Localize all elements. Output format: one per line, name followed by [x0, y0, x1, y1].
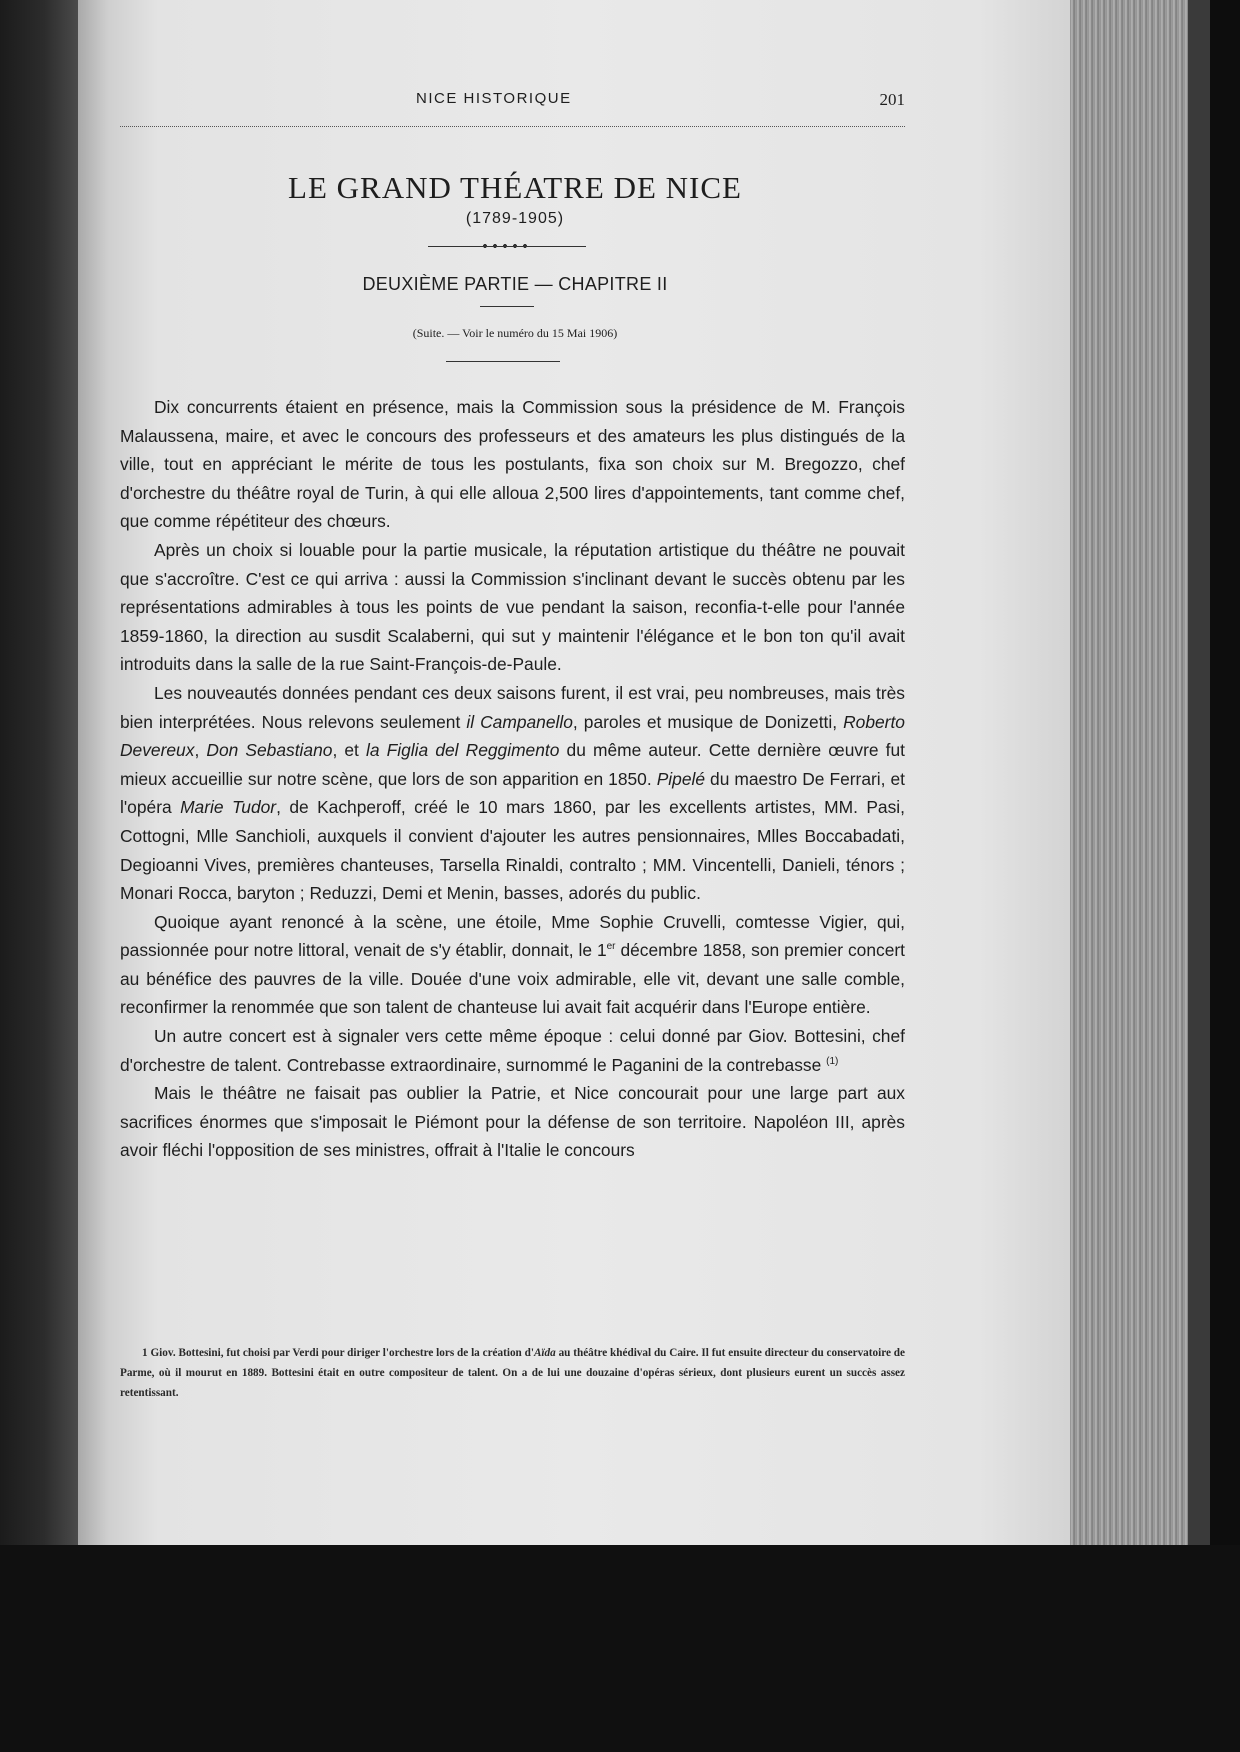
paragraph	[120, 393, 905, 536]
text-run: Dix concurrents étaient en présence, mais la Commission sous la présidence de M. François Malaussena, maire, et avec le concours des professeurs et des amateurs les plus distingués de la ville, tout en appréciant le mérite de tous les postulants, fixa son choix sur M. Bregozzo, chef d'orchestre du théâtre royal de Turin, à qui elle alloua 2,500 lires d'appointements, tant comme chef, que comme répétiteur des chœurs.	[120, 397, 905, 532]
text-run: ,	[194, 740, 207, 761]
part-chapter-heading: DEUXIÈME PARTIE — CHAPITRE II	[362, 274, 668, 294]
italic-title: Don Sebastiano	[206, 740, 333, 761]
text-run: Quoique ayant renoncé à la scène, une étoile, Mme Sophie Cruvelli, comtesse Vigier, qui, passionnée pour notre littoral, venait de s'y établir, donnait, le 1	[120, 911, 905, 961]
italic-title: la Figlia del Reggimento	[366, 740, 560, 761]
italic-title: Aïda	[533, 1347, 556, 1359]
text-run: du maestro De Ferrari, et l'opéra	[120, 768, 905, 818]
superscript: er	[606, 941, 616, 953]
text-run: décembre 1858, son premier concert au bénéfice des pauvres de la ville. Douée d'une voix admirable, elle vit, devant une salle comble, reconfirmer la renommée que son talent de chanteuse lui avait fait acquérir dans l'Europe entière.	[120, 940, 905, 1018]
text-run: Mais le théâtre ne faisait pas oublier la Patrie, et Nice concourait pour une large part aux sacrifices énormes que s'imposait le Piémont pour la défense de son territoire. Napoléon III, après avoir fléchi l'opposition de ses ministres, offrait à l'Italie le concours	[120, 1083, 905, 1161]
paragraph	[120, 1022, 905, 1079]
running-head	[120, 90, 905, 112]
italic-title: il Campanello	[466, 711, 573, 732]
italic-title: Marie Tudor	[180, 797, 277, 818]
text-run: , de Kachperoff, créé le 10 mars 1860, par les excellents artistes, MM. Pasi, Cottogni, Mlle Sanchioli, auxquels il convient d'ajouter les autres pensionnaires, Mlles Boccabadati, Degioanni Vives, premières chanteuses, Tarsella Rinaldi, contralto ; MM. Vincentelli, Danieli, ténors ; Monari Rocca, baryton ; Reduzzi, Demi et Menin, basses, adorés du public.	[120, 797, 905, 904]
italic-title: Roberto Devereux	[120, 711, 905, 761]
footnote-text	[120, 1343, 905, 1403]
text-run: , paroles et musique de Donizetti,	[572, 711, 844, 732]
running-title: NICE HISTORIQUE	[416, 90, 572, 107]
short-rule	[446, 361, 560, 362]
continuation-note: (Suite. — Voir le numéro du 15 Mai 1906)	[412, 326, 618, 340]
text-run: du même auteur. Cette dernière œuvre fut mieux accueillie sur notre scène, que lors de son apparition en 1850.	[120, 740, 905, 789]
page-number: 201	[879, 90, 905, 109]
superscript: (1)	[826, 1055, 839, 1067]
text-run: au théâtre khédival du Caire. Il fut ensuite directeur du conservatoire de Parme, où il mourut en 1889. Bottesini était en outre compositeur de talent. On a de lui une douzaine d'opéras sérieux, dont plusieurs eurent un succès assez retentissant.	[120, 1347, 905, 1399]
paragraph	[120, 536, 905, 679]
scan-background	[0, 1545, 1240, 1752]
text-run: Un autre concert est à signaler vers cette même époque : celui donné par Giov. Bottesini, chef d'orchestre de talent. Contrebasse extraordinaire, surnommé le Paganini de la contrebasse	[120, 1026, 905, 1075]
text-run: 1 Giov. Bottesini, fut choisi par Verdi pour diriger l'orchestre lors de la création d'	[142, 1347, 534, 1359]
text-run: Les nouveautés données pendant ces deux saisons furent, il est vrai, peu nombreuses, mais très bien interprétées. Nous relevons seulement	[120, 682, 905, 732]
footnote	[120, 1343, 905, 1403]
ornament-divider	[428, 246, 586, 251]
paragraph	[120, 1079, 905, 1165]
header-rule	[120, 126, 905, 127]
text-run: Après un choix si louable pour la partie musicale, la réputation artistique du théâtre ne pouvait que s'accroître. C'est ce qui arriva : aussi la Commission s'inclinant devant le succès obtenu par les représentations admirables à tous les points de vue pendant la saison, reconfia-t-elle pour l'année 1859-1860, la direction au susdit Scalaberni, qui sut y maintenir l'élégance et le bon ton qu'il avait introduits dans la salle de la rue Saint-François-de-Paule.	[120, 539, 905, 675]
body-text	[120, 393, 905, 1165]
italic-title: Pipelé	[656, 768, 706, 789]
book-page-edges	[1070, 0, 1210, 1555]
article-dates: (1789-1905)	[465, 210, 565, 227]
paragraph	[120, 679, 905, 908]
paragraph	[120, 908, 905, 1022]
short-rule	[480, 306, 534, 307]
text-run: , et	[332, 740, 366, 761]
article-title: LE GRAND THÉATRE DE NICE	[288, 170, 742, 205]
